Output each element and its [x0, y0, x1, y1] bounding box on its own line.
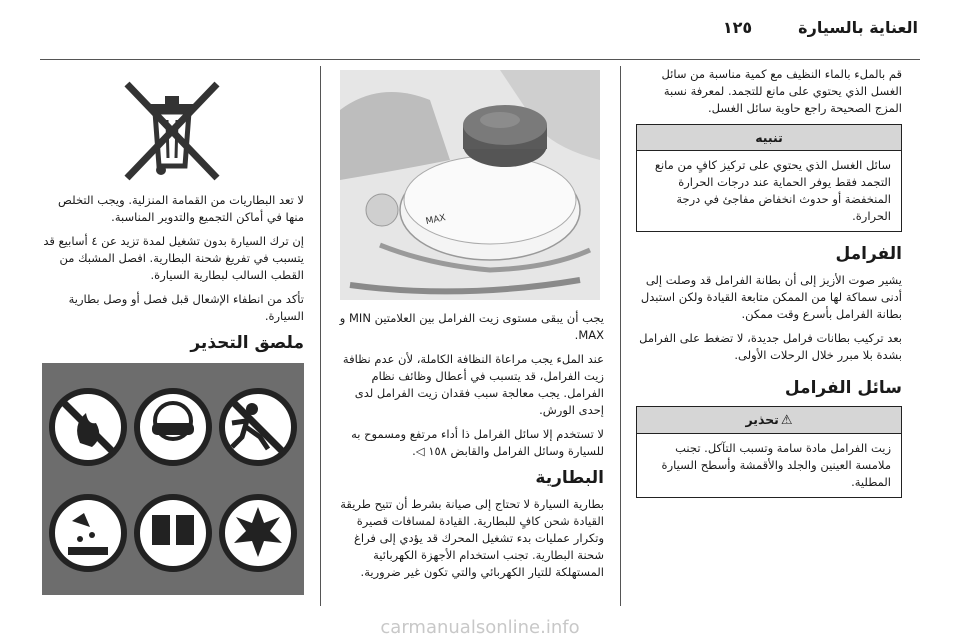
warning-text: زيت الفرامل مادة سامة وتسبب التآكل. تجنب ملامسة العينين والجلد والأقمشة وأسطح السيارة المطلية. — [661, 441, 891, 489]
washer-intro: قم بالملء بالماء النظيف مع كمية مناسبة من سائل الغسل الذي يحتوي على مانع للتجمد. لمعرفة نسبة المزج الصحيحة راجع حاوية سائل الغسل. — [661, 67, 902, 115]
brake-fluid-reservoir-image — [340, 70, 600, 300]
brakes-heading: الفرامل — [835, 244, 902, 264]
reservoir-photo-graphic — [340, 70, 600, 300]
corrosive-icon — [52, 497, 124, 569]
column-divider — [620, 66, 621, 606]
header-rule — [40, 59, 920, 60]
section-title: العناية بالسيارة — [798, 17, 918, 37]
warning-triangle-icon: ⚠ — [780, 413, 793, 428]
max-mark-label: MAX — [424, 213, 447, 228]
battery-paragraph: بطارية السيارة لا تحتاج إلى صيانة بشرط أن تتيح طريقة القيادة شحن كافٍ للبطارية. القيادة لمسافات قصيرة وتكرار عمليات بدء تشغيل المحرك قد يؤدي إلى فراغ شحنة البطارية. تجنب استخدام الأجهزة الكهربائية المستهلكة للتيار الكهربائي والتي تكون غير ضرورية. — [340, 497, 604, 579]
explosive-gas-icon — [222, 497, 294, 569]
notice-text: سائل الغسل الذي يحتوي على تركيز كافٍ من مانع التجمد فقط يوفر الحماية عند درجات الحرارة المنخفضة أو حدوث انخفاض مفاجئ في درجة الحرارة. — [654, 158, 891, 223]
notice-label: تنبيه — [637, 125, 901, 151]
warning-label-heading: ملصق التحذير — [190, 333, 304, 353]
watermark: carmanualsonline.info — [380, 617, 580, 638]
brakes-paragraph: بعد تركيب بطانات فرامل جديدة، لا تضغط على الفرامل بشدة بلا مبرر خلال الرحلات الأولى. — [639, 331, 902, 362]
crossed-bin-icon — [117, 74, 227, 184]
page-number: ١٢٥ — [722, 17, 753, 37]
battery-heading: البطارية — [535, 468, 604, 488]
disposal-symbol — [40, 74, 304, 184]
fluid-spec-paragraph: لا تستخدم إلا سائل الفرامل ذا أداء مرتفع ومسموح به للسيارة وسائل الفرامل والقابض ١٥٨ ◁. — [351, 427, 604, 458]
page-header — [723, 14, 918, 40]
left-column — [40, 66, 304, 595]
column-divider — [320, 66, 321, 606]
right-column — [636, 66, 902, 510]
warning-symbols-graphic — [42, 363, 304, 595]
topup-paragraph: عند الملء يجب مراعاة النظافة الكاملة، لأن عدم نظافة زيت الفرامل، قد يتسبب في أعطال وظائف نظام الفرامل. يجب معالجة سبب فقدان زيت الفرامل لدى إحدى الورش. — [342, 352, 604, 417]
idle-vehicle-paragraph: إن ترك السيارة بدون تشغيل لمدة تزيد عن ٤ أسابيع قد يتسبب في تفريغ شحنة البطارية. افصل المشبك من القطب السالب لبطارية السيارة. — [43, 234, 304, 282]
keep-children-away-icon — [222, 391, 294, 463]
warning-box — [636, 406, 902, 498]
fluid-level-paragraph: يجب أن يبقى مستوى زيت الفرامل بين العلامتين MIN و MAX. — [339, 311, 604, 342]
warning-header — [637, 407, 901, 434]
disposal-paragraph: لا تعد البطاريات من القمامة المنزلية. ويجب التخلص منها في أماكن التجميع والتدوير المناسبة. — [58, 193, 304, 224]
ignition-paragraph: تأكد من انطفاء الإشعال قبل فصل أو وصل بطارية السيارة. — [68, 292, 304, 323]
no-fire-icon — [52, 391, 124, 463]
notice-box — [636, 124, 902, 232]
battery-warning-label-image — [42, 363, 304, 595]
middle-column — [336, 66, 604, 588]
read-manual-icon — [137, 497, 209, 569]
eye-protection-icon — [137, 391, 209, 463]
brakes-paragraph: يشير صوت الأزيز إلى أن بطانة الفرامل قد وصلت إلى أدنى سماكة لها من الممكن متابعة القيادة ولكن استبدل بطانة الفرامل بأسرع وقت ممكن. — [640, 273, 902, 321]
warning-label: تحذير — [745, 412, 779, 427]
brake-fluid-heading: سائل الفرامل — [784, 378, 902, 398]
